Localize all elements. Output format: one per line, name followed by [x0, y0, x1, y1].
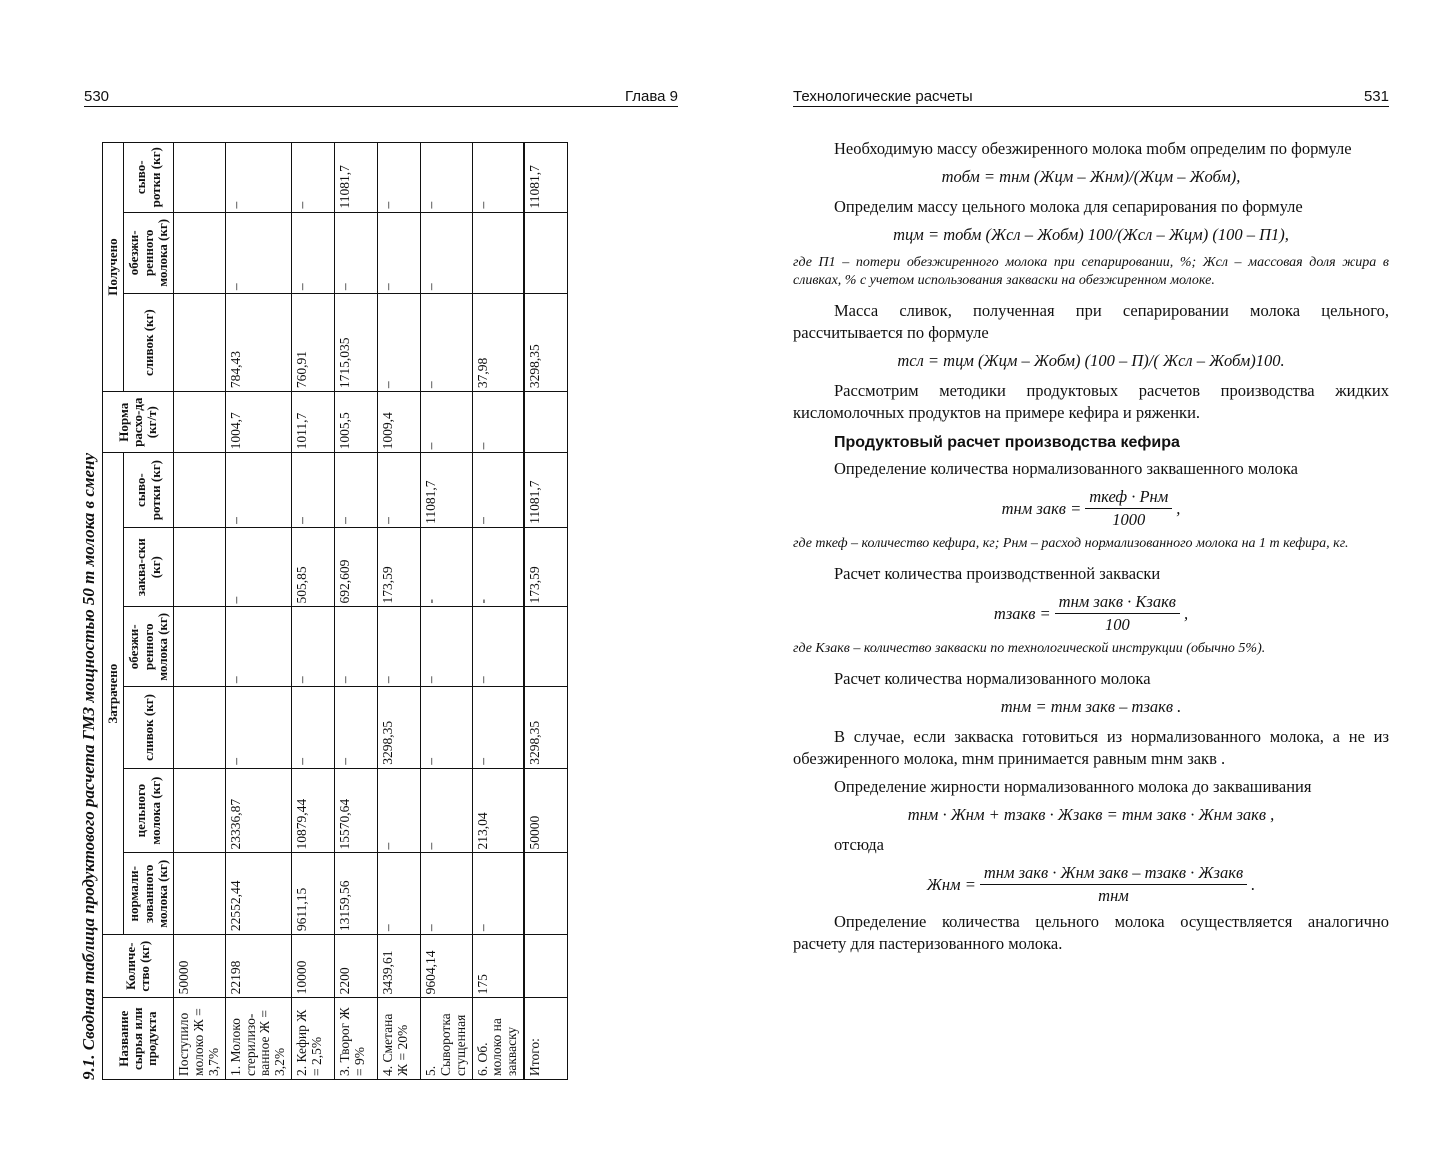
cell-normalized: 22552,44 [225, 853, 291, 935]
page-body [793, 138, 1389, 961]
table-row [225, 143, 291, 1080]
cell-whole: 50000 [524, 768, 568, 853]
cell-name: Поступило молоко Ж = 3,7% [174, 998, 226, 1080]
cell-skim-spent [524, 607, 568, 687]
paragraph: Определение количества нормализованного заквашенного молока [834, 459, 1298, 478]
cell-skim-spent: – [378, 607, 421, 687]
paragraph: В случае, если закваска готовиться из нормализованного молока, а не из обезжиренного молока, mнм принимается равным mнм закв . [793, 727, 1389, 768]
cell-whey-got: – [292, 143, 335, 213]
table-body [174, 143, 568, 1080]
cell-whey-spent [174, 453, 226, 528]
header-cream-got: сливок (кг) [124, 294, 174, 392]
cell-starter: - [421, 527, 473, 607]
cell-starter: – [225, 527, 291, 607]
cell-starter: - [472, 527, 524, 607]
paragraph: Масса сливок, полученная при сепарировании молока цельного, рассчитывается по формуле [793, 301, 1389, 342]
cell-norm: 1004,7 [225, 392, 291, 453]
cell-whey-spent: 11081,7 [421, 453, 473, 528]
formula-lhs: mзакв = [993, 603, 1051, 623]
cell-skim-got [524, 212, 568, 294]
cell-cream-got: 1715,035 [335, 294, 378, 392]
cell-cream-got: 784,43 [225, 294, 291, 392]
paragraph: отсюда [834, 835, 884, 854]
cell-name: 4. Сметана Ж = 20% [378, 998, 421, 1080]
cell-skim-spent [174, 607, 226, 687]
table-row [421, 143, 473, 1080]
cell-skim-got: – [292, 212, 335, 294]
cell-qty: 10000 [292, 935, 335, 998]
header-qty: Количе-ство (кг) [103, 935, 174, 998]
cell-skim-spent: – [421, 607, 473, 687]
cell-normalized [174, 853, 226, 935]
section-heading: Продуктовый расчет производства кефира [834, 434, 1180, 451]
header-whey-spent: сыво-ротки (кг) [124, 453, 174, 528]
right-running-head [793, 88, 1389, 107]
cell-normalized: 9611,15 [292, 853, 335, 935]
numerator: mнм закв · Kзакв [1055, 591, 1180, 614]
header-normalized: нормали-зованного молока (кг) [124, 853, 174, 935]
header-received: Получено [103, 143, 124, 392]
formula-note: где mкеф – количество кефира, кг; Pнм – расход нормализованного молока на 1 т кефира, кг. [793, 536, 1349, 551]
cell-cream-spent: – [421, 687, 473, 769]
formula: mцм = mобм (Жсл – Жобм) 100/(Жсл – Жцм) (100 – П1), [893, 225, 1289, 244]
cell-norm: 1005,5 [335, 392, 378, 453]
cell-name: Итого: [524, 998, 568, 1080]
cell-cream-spent: – [472, 687, 524, 769]
cell-qty: 50000 [174, 935, 226, 998]
cell-skim-got [472, 212, 524, 294]
numerator: mкеф · Pнм [1085, 486, 1172, 509]
cell-skim-spent: – [225, 607, 291, 687]
cell-norm [174, 392, 226, 453]
cell-whole: – [421, 768, 473, 853]
cell-whole: 10879,44 [292, 768, 335, 853]
cell-whey-got: 11081,7 [335, 143, 378, 213]
header-spent: Затрачено [103, 453, 124, 935]
cell-cream-spent: – [225, 687, 291, 769]
header-norm: Норма расхо-да (кг/т) [103, 392, 174, 453]
paragraph: Определим массу цельного молока для сепарирования по формуле [834, 197, 1303, 216]
cell-whey-spent: – [225, 453, 291, 528]
table-row [472, 143, 524, 1080]
cell-cream-got: 3298,35 [524, 294, 568, 392]
paragraph: Рассмотрим методики продуктовых расчетов производства жидких кисломолочных продуктов на примере кефира и ряженки. [793, 381, 1389, 422]
cell-cream-spent [174, 687, 226, 769]
cell-whey-got [174, 143, 226, 213]
cell-whey-got: – [472, 143, 524, 213]
cell-whole: 15570,64 [335, 768, 378, 853]
formula: mсл = mцм (Жцм – Жобм) (100 – П)/( Жсл – Жобм)100. [897, 351, 1285, 370]
cell-skim-got: – [378, 212, 421, 294]
cell-skim-spent: – [472, 607, 524, 687]
cell-norm: 1009,4 [378, 392, 421, 453]
cell-whole [174, 768, 226, 853]
cell-qty: 175 [472, 935, 524, 998]
formula: mнм · Жнм + mзакв · Жзакв = mнм закв · Жнм закв , [907, 805, 1275, 824]
formula-note: где П1 – потери обезжиренного молока при сепарировании, %; Жсл – массовая доля жира в сливках, % с учетом использования закваски на обезжиренном молоке. [793, 255, 1389, 288]
cell-starter: 173,59 [524, 527, 568, 607]
cell-starter: 692,609 [335, 527, 378, 607]
denominator: 100 [1104, 615, 1130, 634]
cell-norm: 1011,7 [292, 392, 335, 453]
formula: mобм = mнм (Жцм – Жнм)/(Жцм – Жобм), [941, 167, 1241, 186]
cell-norm [524, 392, 568, 453]
header-starter: заква-ски (кг) [124, 527, 174, 607]
right-page [727, 0, 1454, 1162]
denominator: mнм [1098, 886, 1129, 905]
summary-table [102, 142, 568, 1080]
cell-skim-got [174, 212, 226, 294]
table-row [524, 143, 568, 1080]
cell-name: 2. Кефир Ж = 2,5% [292, 998, 335, 1080]
page-number: 531 [1363, 88, 1389, 105]
cell-skim-spent: – [292, 607, 335, 687]
cell-cream-spent: 3298,35 [378, 687, 421, 769]
numerator: mнм закв · Жнм закв – mзакв · Жзакв [980, 862, 1247, 885]
cell-cream-got: – [421, 294, 473, 392]
header-name: Название сырья или продукта [103, 998, 174, 1080]
header-whey-got: сыво-ротки (кг) [124, 143, 174, 213]
formula-note: где Kзакв – количество закваски по технологической инструкции (обычно 5%). [793, 641, 1266, 656]
cell-whey-got: – [421, 143, 473, 213]
cell-whole: 213,04 [472, 768, 524, 853]
cell-cream-spent: – [335, 687, 378, 769]
cell-qty: 22198 [225, 935, 291, 998]
cell-cream-got: 760,91 [292, 294, 335, 392]
cell-cream-spent: 3298,35 [524, 687, 568, 769]
table-row [335, 143, 378, 1080]
cell-skim-spent: – [335, 607, 378, 687]
formula-lhs: Жнм = [926, 874, 976, 894]
fraction-formula: mзакв = $\frac{\text{mнм закв · Kзакв}}{100}$ , [993, 592, 1189, 634]
cell-whey-spent: – [292, 453, 335, 528]
cell-whey-got: 11081,7 [524, 143, 568, 213]
formula: mнм = mнм закв – mзакв . [1000, 697, 1182, 716]
table-row [292, 143, 335, 1080]
table-row [378, 143, 421, 1080]
fraction-formula: mнм закв = $\frac{\text{mкеф · Pнм}}{1000}$ , [1001, 487, 1181, 529]
page-number: 530 [84, 88, 110, 105]
cell-norm: – [421, 392, 473, 453]
header-skim-spent: обезжи-ренного молока (кг) [124, 607, 174, 687]
cell-name: 3. Творог Ж = 9% [335, 998, 378, 1080]
cell-whole: – [378, 768, 421, 853]
cell-name: 6. Об. молоко на закваску [472, 998, 524, 1080]
formula-lhs: mнм закв = [1001, 498, 1082, 518]
header-whole: цельного молока (кг) [124, 768, 174, 853]
cell-skim-got: – [225, 212, 291, 294]
paragraph: Расчет количества производственной закваски [834, 564, 1161, 583]
denominator: 1000 [1112, 510, 1146, 529]
left-running-head [84, 88, 678, 107]
cell-whey-spent: – [472, 453, 524, 528]
cell-whole: 23336,87 [225, 768, 291, 853]
cell-whey-got: – [378, 143, 421, 213]
cell-starter: 505,85 [292, 527, 335, 607]
cell-normalized: – [378, 853, 421, 935]
cell-whey-got: – [225, 143, 291, 213]
fraction [980, 862, 1247, 907]
fraction-formula: Жнм = $\frac{\text{mнм закв · Жнм закв – mзакв · Жзакв}}{\text{mнм}}$ . [926, 863, 1256, 905]
cell-normalized [524, 853, 568, 935]
cell-qty [524, 935, 568, 998]
cell-normalized: 13159,56 [335, 853, 378, 935]
cell-whey-spent: – [335, 453, 378, 528]
fraction [1055, 591, 1180, 636]
cell-starter: 173,59 [378, 527, 421, 607]
cell-cream-spent: – [292, 687, 335, 769]
paragraph: Определение жирности нормализованного молока до заквашивания [834, 777, 1312, 796]
cell-qty: 2200 [335, 935, 378, 998]
cell-name: 1. Молоко стерилизо-ванное Ж = 3,2% [225, 998, 291, 1080]
header-skim-got: обезжи-ренного молока (кг) [124, 212, 174, 294]
paragraph: Необходимую массу обезжиренного молока mобм определим по формуле [834, 139, 1352, 158]
running-title: Технологические расчеты [793, 88, 973, 105]
cell-whey-spent: – [378, 453, 421, 528]
cell-cream-got: – [378, 294, 421, 392]
table-row [174, 143, 226, 1080]
cell-skim-got: – [421, 212, 473, 294]
cell-cream-got [174, 294, 226, 392]
chapter-title: Глава 9 [624, 88, 678, 105]
rotated-table-block [76, 140, 596, 1080]
cell-qty: 3439,61 [378, 935, 421, 998]
cell-name: 5. Сыворотка сгущенная [421, 998, 473, 1080]
cell-starter [174, 527, 226, 607]
cell-cream-got: 37,98 [472, 294, 524, 392]
cell-whey-spent: 11081,7 [524, 453, 568, 528]
cell-qty: 9604,14 [421, 935, 473, 998]
table-caption: 9.1. Сводная таблица продуктового расчета ГМЗ мощностью 50 т молока в смену [79, 452, 98, 1080]
cell-normalized: – [421, 853, 473, 935]
paragraph: Расчет количества нормализованного молока [834, 669, 1151, 688]
cell-normalized: – [472, 853, 524, 935]
fraction [1085, 486, 1172, 531]
cell-skim-got: – [335, 212, 378, 294]
paragraph: Определение количества цельного молока осуществляется аналогично расчету для пастеризованного молока. [793, 912, 1389, 953]
cell-norm: – [472, 392, 524, 453]
header-cream-spent: сливок (кг) [124, 687, 174, 769]
